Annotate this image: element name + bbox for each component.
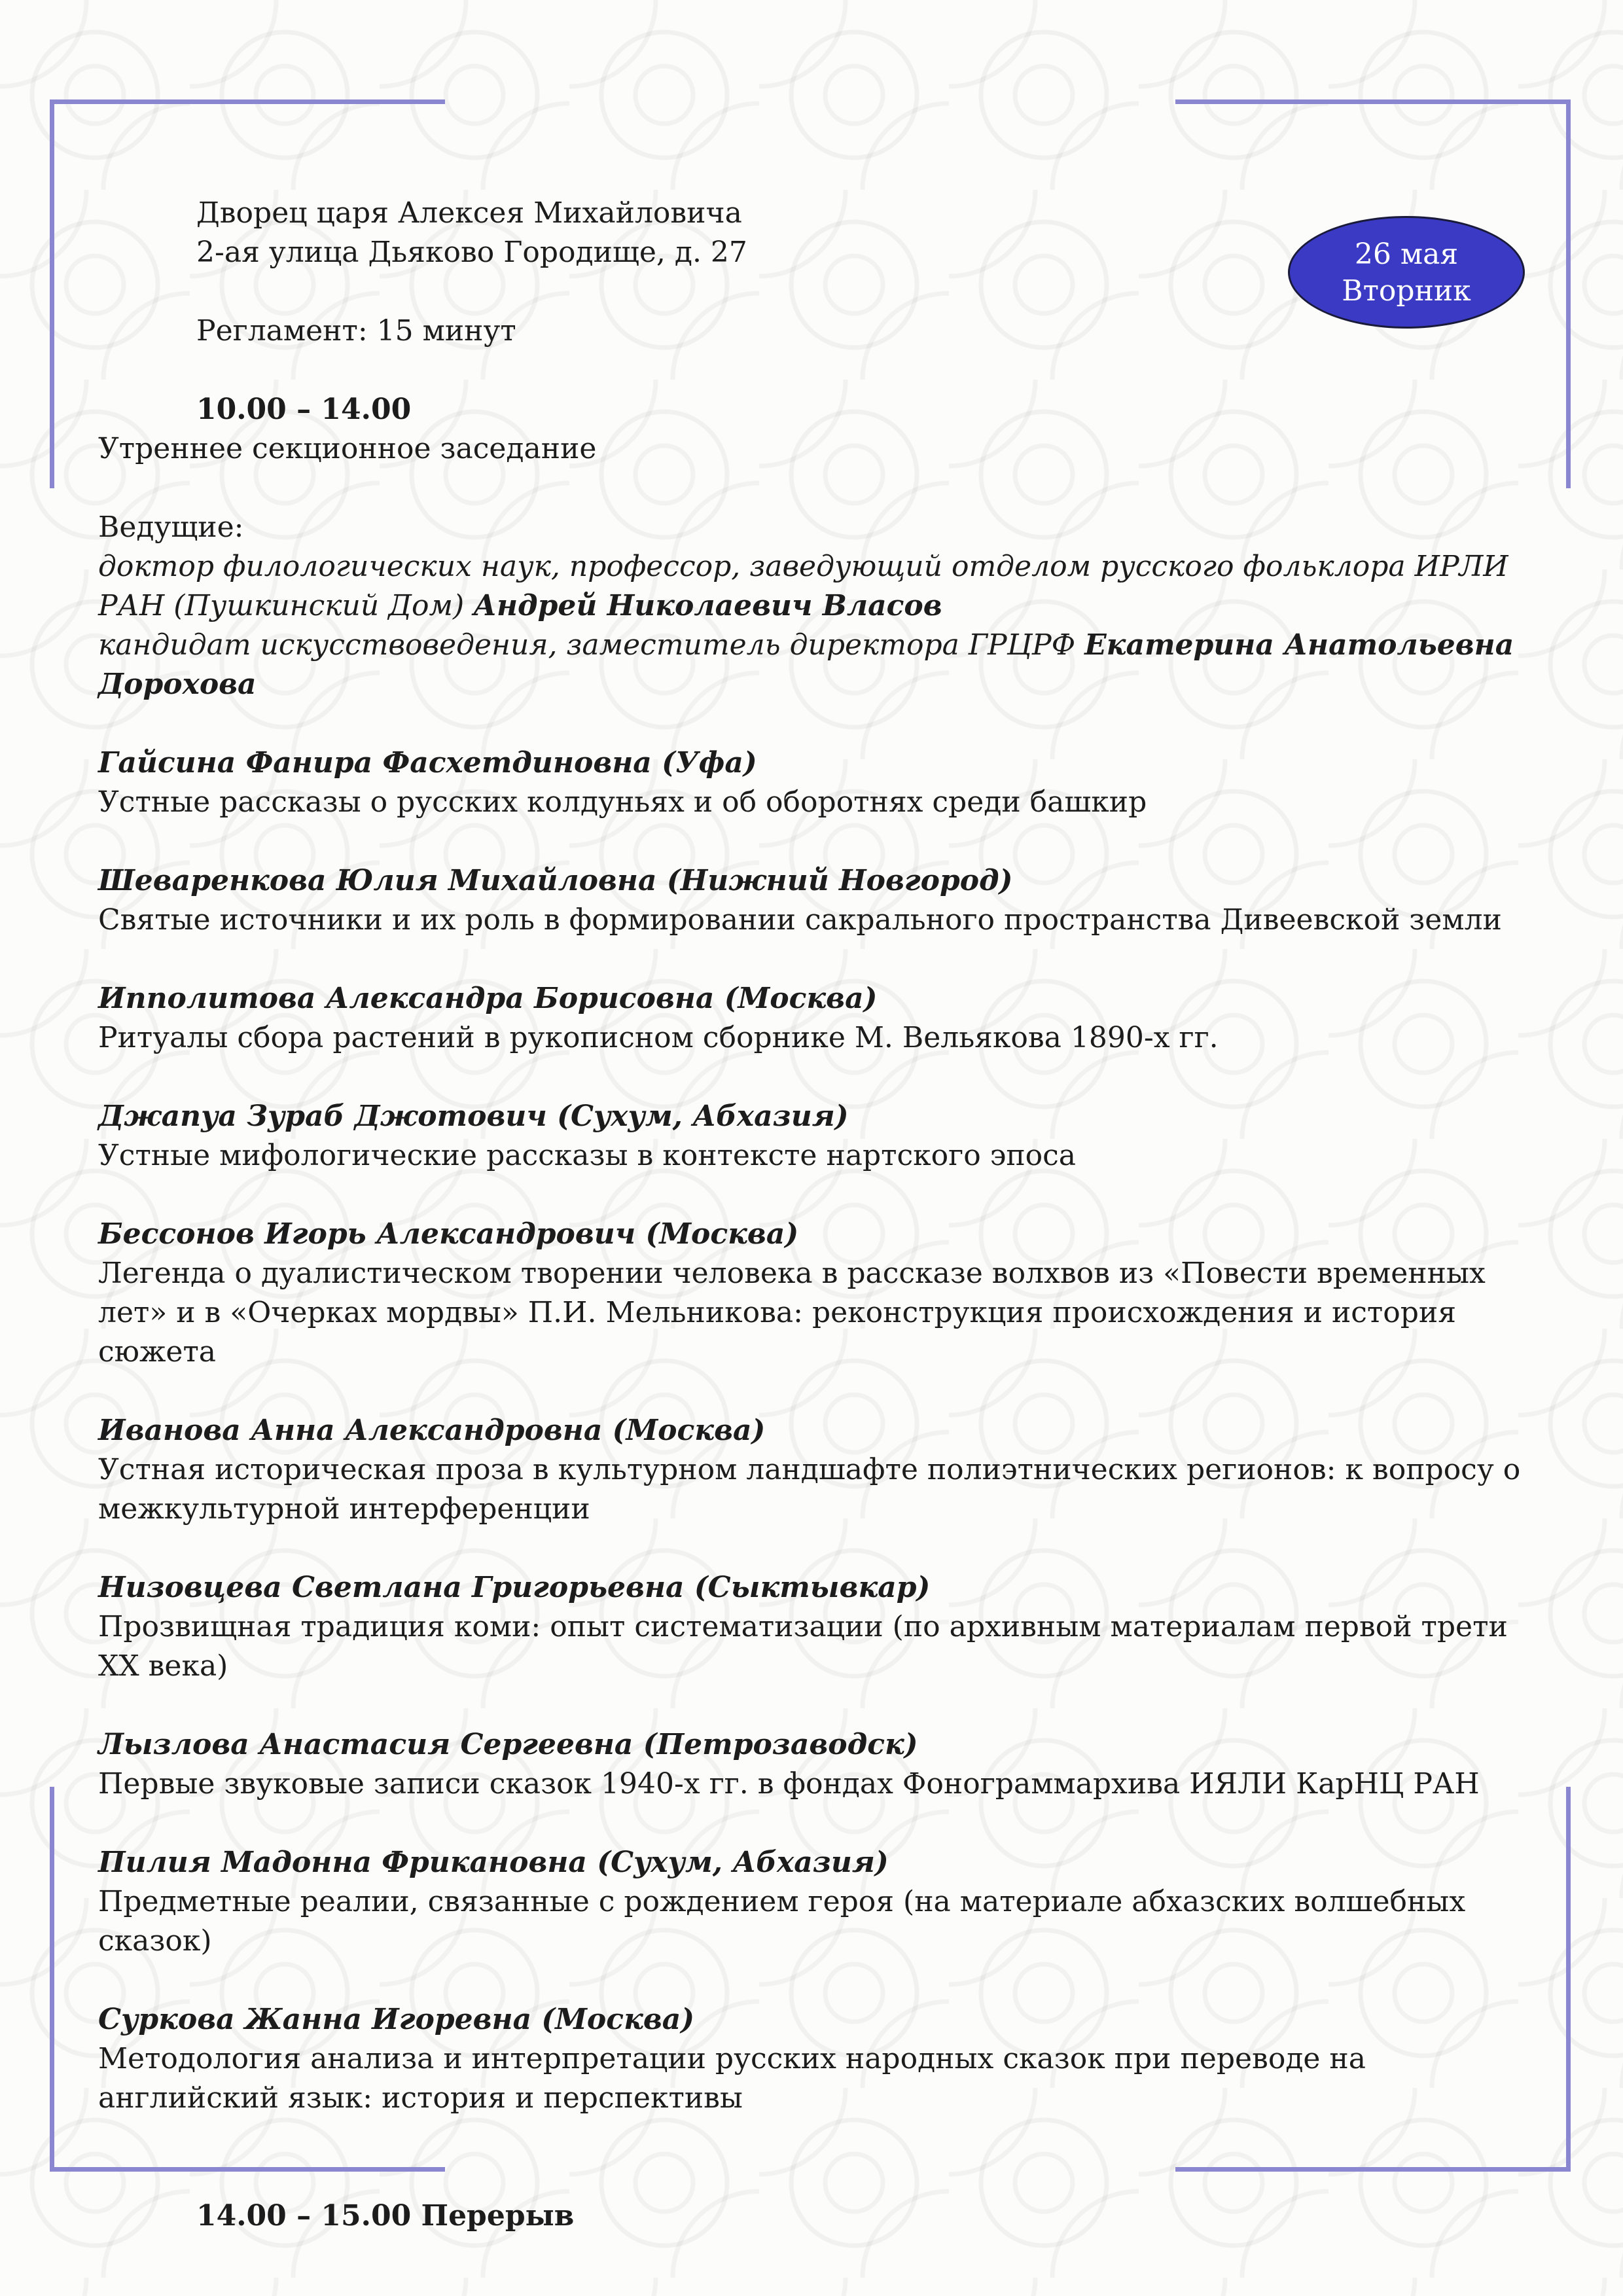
venue-address: 2-ая улица Дьяково Городище, д. 27: [196, 236, 747, 269]
talk-item: [98, 1215, 1525, 1372]
talk-speaker: Низовцева Светлана Григорьевна (Сыктывкар): [98, 1571, 931, 1604]
talk-title: Устные рассказы о русских колдуньях и об оборотнях среди башкир: [98, 785, 1147, 819]
talk-speaker: Пилия Мадонна Фрикановна (Сухум, Абхазия): [98, 1846, 889, 1879]
host-1: [98, 547, 1525, 626]
talk-title: Легенда о дуалистическом творении человека в рассказе волхвов из «Повести временных лет» и в «Очерках мордвы» П.И. Мельникова: реконструкция происхождения и история сюжета: [98, 1257, 1486, 1369]
talk-title: Ритуалы сбора растений в рукописном сборнике М. Вельякова 1890-х гг.: [98, 1021, 1219, 1054]
talk-title: Первые звуковые записи сказок 1940-х гг. в фондах Фонограммархива ИЯЛИ КарНЦ РАН: [98, 1767, 1480, 1801]
talk-speaker: Суркова Жанна Игоревна (Москва): [98, 2003, 695, 2036]
regulation-note: Регламент: 15 минут: [196, 314, 516, 348]
talk-speaker: Джапуа Зураб Джотович (Сухум, Абхазия): [98, 1100, 849, 1133]
program-content: [98, 194, 1525, 2236]
hosts-label: Ведущие:: [98, 511, 244, 544]
frame-bottom-right-vertical: [1566, 1787, 1571, 2172]
session-time: 10.00 – 14.00: [196, 393, 412, 426]
talk-title: Предметные реалии, связанные с рождением героя (на материале абхазских волшебных сказок): [98, 1885, 1466, 1958]
talk-item: [98, 1725, 1525, 1804]
break-time: 14.00 – 15.00 Перерыв: [196, 2199, 575, 2233]
venue-name: Дворец царя Алексея Михайловича: [196, 196, 742, 230]
talk-item: [98, 1843, 1525, 1961]
talk-item: [98, 979, 1525, 1058]
date-badge-date: 26 мая: [1354, 238, 1459, 271]
talk-speaker: Лызлова Анастасия Сергеевна (Петрозаводск): [98, 1728, 918, 1761]
talk-speaker: Шеваренкова Юлия Михайловна (Нижний Новгород): [98, 864, 1013, 897]
host-1-name: Андрей Николаевич Власов: [473, 589, 942, 622]
talk-speaker: Бессонов Игорь Александрович (Москва): [98, 1217, 799, 1251]
talk-speaker: Гайсина Фанира Фасхетдиновна (Уфа): [98, 746, 757, 780]
talk-speaker: Иванова Анна Александровна (Москва): [98, 1414, 766, 1447]
talk-speaker: Ипполитова Александра Борисовна (Москва): [98, 982, 878, 1015]
frame-top-left-horizontal: [50, 99, 445, 104]
host-2: [98, 626, 1525, 704]
talk-title: Методология анализа и интерпретации русских народных сказок при переводе на английский язык: история и перспективы: [98, 2042, 1366, 2115]
frame-top-left-vertical: [50, 99, 54, 488]
frame-top-right-horizontal: [1175, 99, 1571, 104]
talk-item: [98, 1411, 1525, 1529]
talk-title: Прозвищная традиция коми: опыт систематизации (по архивным материалам первой трети XX века): [98, 1610, 1508, 1683]
talk-item: [98, 744, 1525, 822]
talk-title: Устная историческая проза в культурном ландшафте полиэтнических регионов: к вопросу о межкультурной интерференции: [98, 1453, 1521, 1526]
talk-item: [98, 861, 1525, 940]
talk-item: [98, 2000, 1525, 2118]
host-2-description: кандидат искусствоведения, заместитель директора ГРЦРФ: [98, 628, 1085, 662]
talk-item: [98, 1568, 1525, 1686]
talk-list: [98, 744, 1525, 2118]
talk-item: [98, 1097, 1525, 1175]
date-badge-weekday: Вторник: [1342, 274, 1471, 308]
talk-title: Святые источники и их роль в формировании сакрального пространства Дивеевской земли: [98, 903, 1502, 937]
host-1-description: доктор филологических наук, профессор, заведующий отделом русского фольклора ИРЛИ РАН (Пушкинский Дом): [98, 550, 1508, 622]
session-title: Утреннее секционное заседание: [98, 432, 597, 465]
frame-top-right-vertical: [1566, 99, 1571, 488]
frame-bottom-left-vertical: [50, 1787, 54, 2172]
talk-title: Устные мифологические рассказы в контексте нартского эпоса: [98, 1139, 1077, 1172]
host-2-name: Екатерина Анатольевна Дорохова: [98, 628, 1514, 701]
